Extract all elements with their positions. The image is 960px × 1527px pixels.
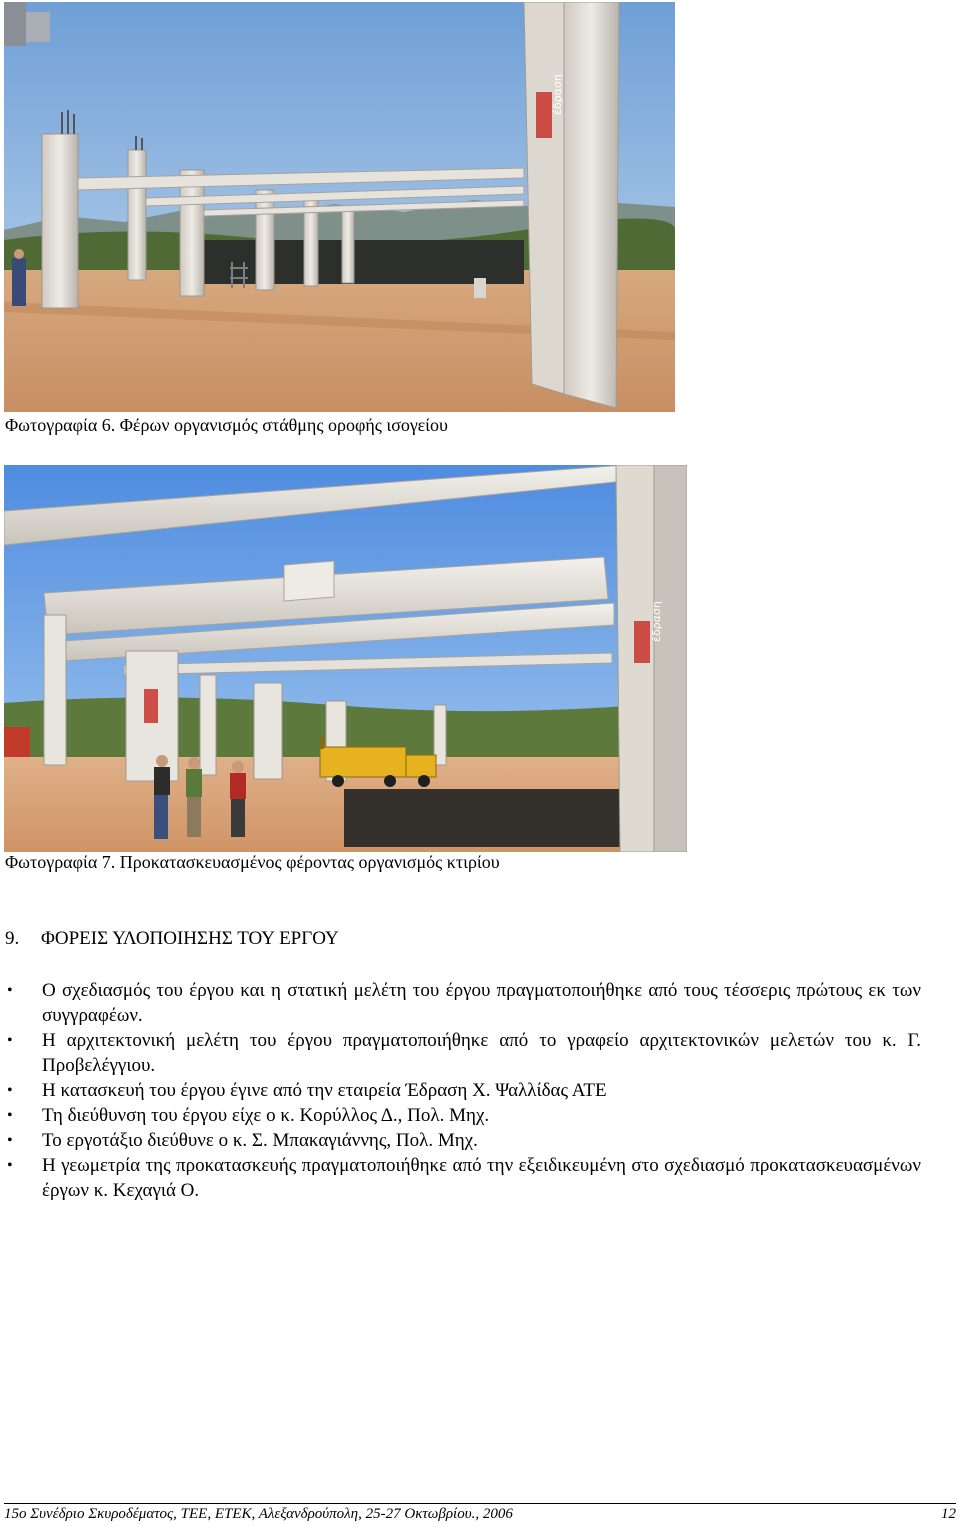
section-heading bbox=[5, 928, 339, 950]
bullet-icon: • bbox=[7, 982, 13, 999]
footer-divider bbox=[4, 1503, 956, 1504]
list-item-text: Η αρχιτεκτονική μελέτη του έργου πραγματοποιήθηκε από το γραφείο αρχιτεκτονικών μελετών του κ. Γ. Προβελέγγιου. bbox=[42, 1030, 921, 1076]
list-item bbox=[0, 978, 921, 1028]
list-item bbox=[0, 1028, 921, 1078]
list-item-text: Η κατασκευή του έργου έγινε από την εταιρεία Έδραση Χ. Ψαλλίδας ΑΤΕ bbox=[42, 1080, 607, 1101]
list-item bbox=[0, 1103, 921, 1128]
list-item-text: Το εργοτάξιο διεύθυνε ο κ. Σ. Μπακαγιάννης, Πολ. Μηχ. bbox=[42, 1130, 478, 1151]
list-item bbox=[0, 1153, 921, 1203]
page-number: 12 bbox=[941, 1506, 956, 1522]
list-item bbox=[0, 1128, 921, 1153]
construction-photo-7 bbox=[4, 465, 687, 852]
photo-6-caption: Φωτογραφία 6. Φέρων οργανισμός στάθμης οροφής ισογείου bbox=[5, 415, 448, 435]
list-item-text: Η γεωμετρία της προκατασκευής πραγματοποιήθηκε από την εξειδικευμένη στο σχεδιασμό προκατασκευασμένων έργων κ. Κεχαγιά Ο. bbox=[42, 1155, 921, 1201]
footer-conference: 15ο Συνέδριο Σκυροδέματος, ΤΕΕ, ΕΤΕΚ, Αλεξανδρούπολη, 25-27 Οκτωβρίου., 2006 bbox=[4, 1506, 513, 1522]
section-title: ΦΟΡΕΙΣ ΥΛΟΠΟΙΗΣΗΣ ΤΟΥ ΕΡΓΟΥ bbox=[41, 928, 339, 949]
bullet-icon: • bbox=[7, 1032, 13, 1049]
list-item-text: Τη διεύθυνση του έργου είχε ο κ. Κορύλλος Δ., Πολ. Μηχ. bbox=[42, 1105, 490, 1126]
bullet-icon: • bbox=[7, 1082, 13, 1099]
edrasi-sign-6: έδραση bbox=[551, 74, 564, 115]
bullet-list bbox=[0, 978, 921, 1203]
bullet-icon: • bbox=[7, 1132, 13, 1149]
bullet-icon: • bbox=[7, 1107, 13, 1124]
list-item bbox=[0, 1078, 921, 1103]
construction-photo-6 bbox=[4, 2, 675, 412]
photo-7-caption: Φωτογραφία 7. Προκατασκευασμένος φέροντας οργανισμός κτιρίου bbox=[5, 852, 500, 872]
list-item-text: Ο σχεδιασμός του έργου και η στατική μελέτη του έργου πραγματοποιήθηκε από τους τέσσερις πρώτους εκ των συγγραφέων. bbox=[42, 980, 921, 1026]
bullet-icon: • bbox=[7, 1157, 13, 1174]
section-number: 9. bbox=[5, 928, 20, 949]
edrasi-sign-7: έδραση bbox=[650, 601, 663, 642]
